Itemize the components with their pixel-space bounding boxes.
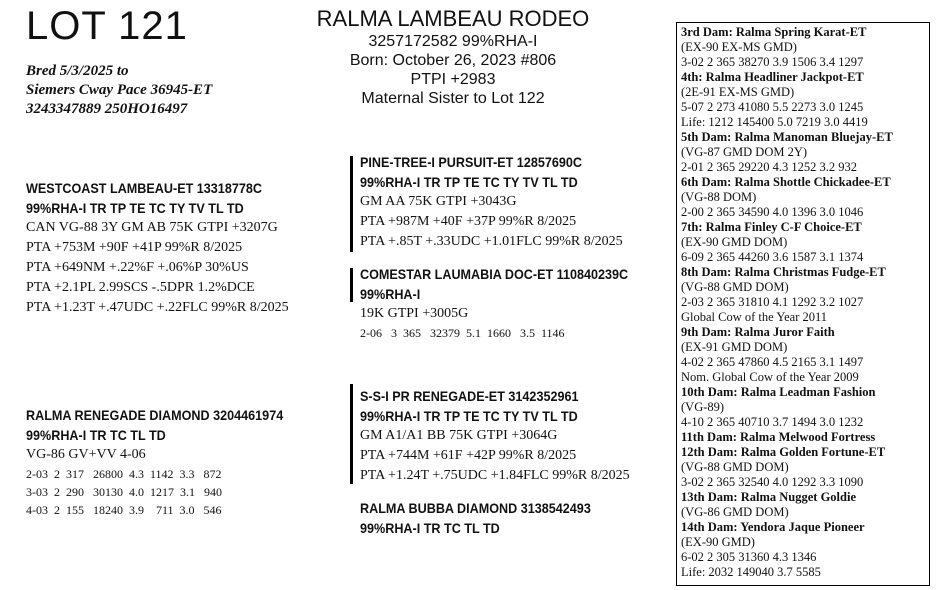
pedigree-dam-heading: 12th Dam: Ralma Golden Fortune-ET [681, 445, 886, 459]
pedigree-dam-detail: (VG-86 GMD DOM) [681, 505, 789, 519]
dam-sire-line: PTA +744M +61F +42P 99%R 8/2025 [360, 448, 577, 463]
pedigree-dam-detail: 4-10 2 365 40710 3.7 1494 3.0 1232 [681, 415, 864, 429]
pedigree-dam-detail: 6-02 2 305 31360 4.3 1346 [681, 550, 817, 564]
pedigree-dam-heading: 4th: Ralma Headliner Jackpot-ET [681, 70, 864, 84]
pedigree-dam-detail: (VG-88 GMD DOM) [681, 280, 789, 294]
dam-sire-codes: 99%RHA-I TR TP TE TC TY TV TL TD [360, 408, 578, 424]
sire-line: PTA +649NM +.22%F +.06%P 30%US [26, 260, 249, 275]
pedigree-dam-detail: Nom. Global Cow of the Year 2009 [681, 370, 859, 384]
dam-sire-line: PTA +1.24T +.75UDC +1.84FLC 99%R 8/2025 [360, 468, 630, 483]
sire-dam-record: 2-06 3 365 32379 5.1 1660 3.5 1146 [360, 326, 565, 340]
bred-sire: Siemers Cway Pace 36945-ET [26, 82, 213, 98]
sire-sire-block [360, 152, 623, 252]
pedigree-dam-detail: (VG-89) [681, 400, 725, 414]
pedigree-dam-detail: Global Cow of the Year 2011 [681, 310, 828, 324]
dam-sire-line: GM A1/A1 BB 75K GTPI +3064G [360, 428, 558, 443]
pedigree-dam-heading: 13th Dam: Ralma Nugget Goldie [681, 490, 856, 504]
animal-header [280, 6, 626, 108]
sire-sire-line: PTA +.85T +.33UDC +1.01FLC 99%R 8/2025 [360, 234, 623, 249]
pedigree-dam-detail: 2-00 2 365 34590 4.0 1396 3.0 1046 [681, 205, 864, 219]
dam-codes: 99%RHA-I TR TC TL TD [26, 427, 166, 443]
pedigree-dam-detail: 3-02 2 365 32540 4.0 1292 3.3 1090 [681, 475, 864, 489]
pedigree-dam-heading: 10th Dam: Ralma Leadman Fashion [681, 385, 876, 399]
pedigree-dam-detail: (VG-87 GMD DOM 2Y) [681, 145, 808, 159]
pedigree-dam-heading: 9th Dam: Ralma Juror Faith [681, 325, 835, 339]
animal-note: Maternal Sister to Lot 122 [361, 90, 545, 107]
sire-dam-line: 19K GTPI +3005G [360, 306, 469, 321]
pedigree-dam-detail: (EX-90 GMD DOM) [681, 235, 788, 249]
pedigree-dam-detail: 3-02 2 365 38270 3.9 1506 3.4 1297 [681, 55, 864, 69]
extended-pedigree-box [676, 22, 930, 586]
sire-line: PTA +753M +90F +41P 99%R 8/2025 [26, 240, 243, 255]
animal-ptpi: PTPI +2983 [410, 71, 496, 88]
pedigree-dam-detail: (EX-91 GMD DOM) [681, 340, 788, 354]
dam-dam-block [360, 498, 616, 538]
pedigree-dam-detail: (VG-88 GMD DOM) [681, 460, 789, 474]
bred-date: Bred 5/3/2025 to [26, 63, 129, 79]
sire-block [26, 178, 289, 318]
dam-classification: VG-86 GV+VV 4-06 [26, 447, 146, 462]
sire-line: PTA +2.1PL 2.99SCS -.5DPR 1.2%DCE [26, 280, 255, 295]
dam-block [26, 405, 312, 519]
sire-line: PTA +1.23T +.47UDC +.22FLC 99%R 8/2025 [26, 300, 289, 315]
pedigree-dam-heading: 6th Dam: Ralma Shottle Chickadee-ET [681, 175, 891, 189]
sire-sire-line: PTA +987M +40F +37P 99%R 8/2025 [360, 214, 577, 229]
sire-sire-codes: 99%RHA-I TR TP TE TC TY TV TL TD [360, 174, 578, 190]
pedigree-dam-detail: Life: 1212 145400 5.0 7219 3.0 4419 [681, 115, 868, 129]
pedigree-dam-heading: 8th Dam: Ralma Christmas Fudge-ET [681, 265, 886, 279]
sire-name: WESTCOAST LAMBEAU-ET 13318778C [26, 180, 262, 196]
sire-sire-bracket [350, 156, 353, 252]
dam-dam-name: RALMA BUBBA DIAMOND 3138542493 [360, 500, 591, 516]
pedigree-dam-detail: (EX-90 GMD) [681, 535, 755, 549]
pedigree-dam-detail: 6-09 2 365 44260 3.6 1587 3.1 1374 [681, 250, 864, 264]
dam-record: 3-03 2 290 30130 4.0 1217 3.1 940 [26, 485, 222, 499]
pedigree-dam-heading: 14th Dam: Yendora Jaque Pioneer [681, 520, 865, 534]
lot-title: LOT 121 [26, 4, 188, 48]
dam-dam-codes: 99%RHA-I TR TC TL TD [360, 520, 500, 536]
dam-sire-bracket [350, 384, 353, 484]
pedigree-dam-detail: (EX-90 EX-MS GMD) [681, 40, 797, 54]
animal-id-line: 3257172582 99%RHA-I [368, 33, 538, 50]
sire-sire-name: PINE-TREE-I PURSUIT-ET 12857690C [360, 154, 582, 170]
sire-codes: 99%RHA-I TR TP TE TC TY TV TL TD [26, 200, 244, 216]
dam-sire-name: S-S-I PR RENEGADE-ET 3142352961 [360, 388, 579, 404]
pedigree-dam-detail: 2-03 2 365 31810 4.1 1292 3.2 1027 [681, 295, 864, 309]
dam-name: RALMA RENEGADE DIAMOND 3204461974 [26, 407, 284, 423]
pedigree-dam-heading: 7th: Ralma Finley C-F Choice-ET [681, 220, 862, 234]
pedigree-dam-detail: (VG-88 DOM) [681, 190, 757, 204]
dam-record: 4-03 2 155 18240 3.9 711 3.0 546 [26, 503, 222, 517]
pedigree-dam-detail: 4-02 2 365 47860 4.5 2165 3.1 1497 [681, 355, 864, 369]
bred-sire-id: 3243347889 250HO16497 [26, 101, 188, 117]
dam-sire-block [360, 386, 630, 486]
sire-dam-codes: 99%RHA-I [360, 286, 421, 302]
animal-name: RALMA LAMBEAU RODEO [316, 6, 590, 31]
pedigree-dam-detail: Life: 2032 149040 3.7 5585 [681, 565, 821, 579]
pedigree-dam-heading: 5th Dam: Ralma Manoman Bluejay-ET [681, 130, 893, 144]
sire-dam-bracket [350, 268, 353, 302]
pedigree-dam-heading: 3rd Dam: Ralma Spring Karat-ET [681, 25, 867, 39]
sire-line: CAN VG-88 3Y GM AB 75K GTPI +3207G [26, 220, 278, 235]
animal-born: Born: October 26, 2023 #806 [349, 52, 557, 69]
dam-record: 2-03 2 317 26800 4.3 1142 3.3 872 [26, 467, 222, 481]
sire-dam-name: COMESTAR LAUMABIA DOC-ET 110840239C [360, 266, 629, 282]
sire-sire-line: GM AA 75K GTPI +3043G [360, 194, 517, 209]
bred-info [26, 62, 212, 119]
pedigree-dam-detail: 2-01 2 365 29220 4.3 1252 3.2 932 [681, 160, 858, 174]
pedigree-dam-heading: 11th Dam: Ralma Melwood Fortress [681, 430, 876, 444]
pedigree-dam-detail: (2E-91 EX-MS GMD) [681, 85, 795, 99]
sire-dam-block [360, 264, 658, 342]
pedigree-dam-detail: 5-07 2 273 41080 5.5 2273 3.0 1245 [681, 100, 864, 114]
